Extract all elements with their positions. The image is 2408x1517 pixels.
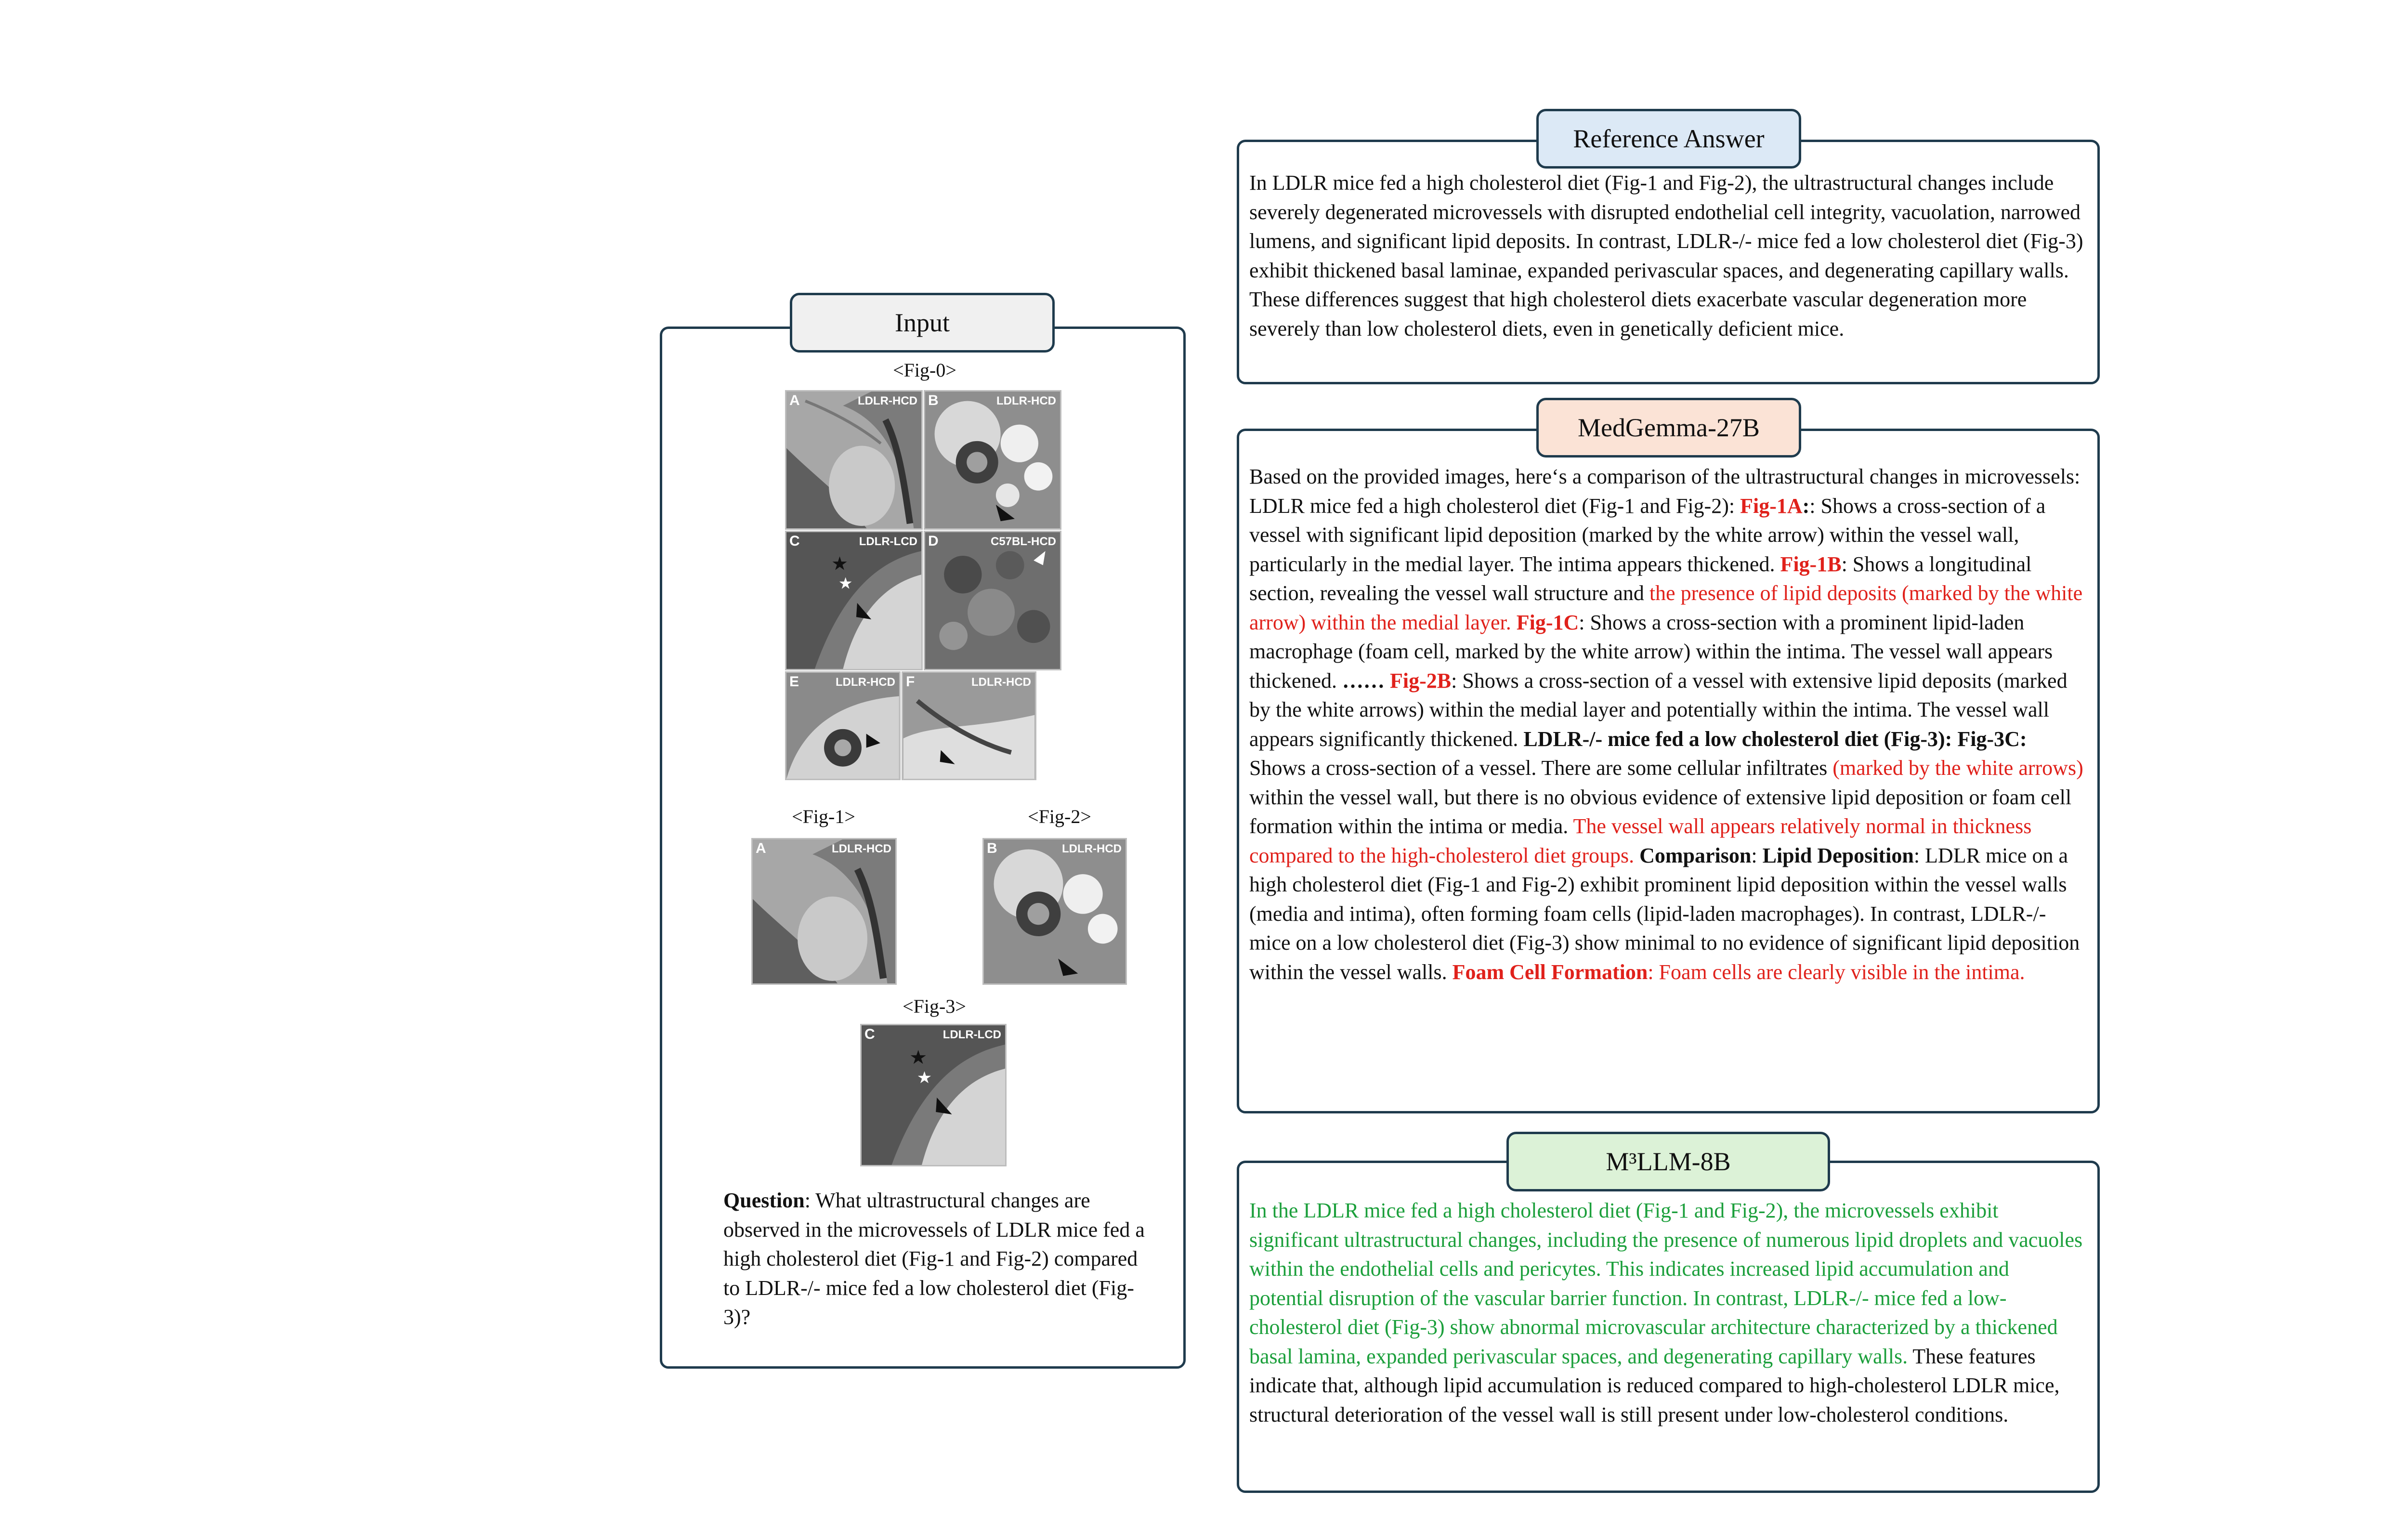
panel-letter: A (789, 392, 800, 408)
micro-panel-d (924, 531, 1061, 670)
reference-header: Reference Answer (1536, 109, 1801, 169)
medgemma-error: (marked by the white arrows) (1832, 756, 2083, 780)
m3llm-header: M³LLM-8B (1506, 1132, 1830, 1191)
medgemma-bold: Comparison (1639, 843, 1752, 867)
medgemma-colon: : (1802, 494, 1810, 518)
micro-panel-f (902, 671, 1036, 780)
medgemma-error: : Foam cells are clearly visible in the intima. (1648, 960, 2025, 984)
medgemma-error: the presence of lipid deposits (marked by the white arrow) within the medial layer. (1249, 581, 2083, 634)
panel-letter: E (789, 674, 799, 690)
fig3-image (860, 1024, 1007, 1166)
panel-letter: A (756, 840, 766, 856)
question-label: Question (723, 1189, 805, 1212)
medgemma-seg: Shows a cross-section of a vessel. There are some cellular infiltrates (1249, 756, 1833, 780)
micro-image-fig2 (984, 839, 1125, 983)
panel-condition: LDLR-HCD (836, 676, 895, 689)
medgemma-bold: LDLR-/- mice fed a low cholesterol diet (Fig-3): Fig-3C: (1523, 727, 2027, 751)
svg-text:★: ★ (838, 574, 853, 593)
medgemma-seg: : Shows a cross-section of a vessel with significant lipid deposition (marked by the white arrow) within the vessel wall, particularly in the medial layer. The intima appears thickened. (1249, 494, 2046, 576)
m3llm-seg: These features indicate that, although lipid accumulation is reduced compared to high-cholesterol LDLR mice, structural deterioration of the vessel wall is still present under low-cholesterol conditions. (1249, 1344, 2060, 1426)
m3llm-text (1249, 1196, 2087, 1429)
fig2-image (982, 838, 1127, 985)
input-header: Input (790, 293, 1055, 353)
panel-letter: C (864, 1026, 875, 1042)
micro-image-c (786, 532, 921, 669)
panel-condition: LDLR-HCD (996, 394, 1056, 407)
medgemma-text (1249, 462, 2087, 987)
m3llm-correct: In the LDLR mice fed a high cholesterol diet (Fig-1 and Fig-2), the microvessels exhibit significant ultrastructural changes, including the presence of numerous lipid droplets and vacuoles within the endothelial cells and pericytes. This indicates increased lipid accumulation and potential disruption of the vascular barrier function. In contrast, LDLR-/- mice fed a low-cholesterol diet (Fig-3) show abnormal microvascular architecture characterized by a thickened basal lamina, expanded perivascular spaces, and degenerating capillary walls. (1249, 1199, 2083, 1368)
medgemma-fig-ref: Fig-1C (1516, 610, 1579, 634)
panel-condition: LDLR-HCD (1062, 842, 1122, 855)
panel-letter: D (928, 533, 939, 549)
micro-panel-a (785, 390, 923, 530)
medgemma-seg (1385, 669, 1390, 693)
micro-image-fig3 (862, 1025, 1005, 1165)
panel-letter: F (906, 674, 915, 690)
micro-panel-b (924, 390, 1061, 530)
micro-image-fig1 (753, 839, 895, 983)
medgemma-seg: Based on the provided images, here‘s a comparison of the ultrastructural changes in microvessels: LDLR mice fed a high cholesterol diet (Fig-1 and Fig-2): (1249, 465, 2081, 518)
question-text: : What ultrastructural changes are observed in the microvessels of LDLR mice fed a high cholesterol diet (Fig-1 and Fig-2) compared to LDLR-/- mice fed a low cholesterol diet (Fig-3)? (723, 1189, 1145, 1329)
panel-condition: C57BL-HCD (990, 535, 1056, 548)
panel-condition: LDLR-LCD (942, 1028, 1001, 1041)
panel-condition: LDLR-HCD (858, 394, 917, 407)
medgemma-fig-ref: Fig-2B (1390, 668, 1452, 693)
medgemma-error-bold: Foam Cell Formation (1452, 960, 1648, 984)
medgemma-seg (1634, 844, 1639, 867)
micro-image-b (925, 392, 1060, 528)
medgemma-seg: : Shows a longitudinal section, revealing the vessel wall structure and (1249, 552, 2032, 605)
medgemma-ellipsis: …… (1342, 668, 1385, 693)
fig1-image (751, 838, 897, 985)
medgemma-seg: : (1751, 843, 1763, 867)
panel-condition: LDLR-HCD (832, 842, 891, 855)
medgemma-seg (1511, 611, 1517, 634)
svg-text:★: ★ (909, 1046, 928, 1069)
fig3-label: <Fig-3> (903, 995, 966, 1017)
reference-text: In LDLR mice fed a high cholesterol diet (Fig-1 and Fig-2), the ultrastructural changes include severely degenerated microvessels with disrupted endothelial cell integrity, vacuolation, narrowed lumens, and significant lipid deposits. In contrast, LDLR-/- mice fed a low cholesterol diet (Fig-3) exhibit thickened basal laminae, expanded perivascular spaces, and degenerating capillary walls. These differences suggest that high cholesterol diets exacerbate vascular degeneration more severely than low cholesterol diets, even in genetically deficient mice. (1249, 171, 2083, 340)
medgemma-seg: : Shows a cross-section with a prominent lipid-laden macrophage (foam cell, marked by the white arrow) within the intima. The vessel wall appears thickened. (1249, 610, 2053, 693)
panel-letter: C (789, 533, 800, 549)
question (723, 1186, 1157, 1332)
medgemma-seg: within the vessel wall, but there is no obvious evidence of extensive lipid deposition or foam cell formation within the intima or media. (1249, 785, 2072, 838)
medgemma-error: The vessel wall appears relatively normal in thickness compared to the high-cholesterol diet groups. (1249, 814, 2032, 867)
svg-text:★: ★ (831, 553, 849, 575)
medgemma-fig-ref: Fig-1A (1740, 494, 1803, 518)
panel-condition: LDLR-HCD (971, 676, 1031, 689)
medgemma-seg: : Shows a cross-section of a vessel with extensive lipid deposits (marked by the white arrows) within the medial layer and potentially within the intima. The vessel wall appears significantly thickened. (1249, 668, 2068, 751)
medgemma-bold: Lipid Deposition (1762, 843, 1914, 867)
fig0-label: <Fig-0> (893, 359, 956, 381)
medgemma-fig-ref: Fig-1B (1780, 552, 1842, 576)
micro-panel-e (785, 671, 901, 780)
micro-image-a (786, 392, 921, 528)
fig1-label: <Fig-1> (792, 806, 855, 827)
medgemma-seg: : LDLR mice on a high cholesterol diet (Fig-1 and Fig-2) exhibit prominent lipid deposition within the vessel walls (media and intima), often forming foam cells (lipid-laden macrophages). In contrast, LDLR-/- mice on a low cholesterol diet (Fig-3) show minimal to no evidence of significant lipid deposition within the vessel walls. (1249, 843, 2080, 984)
fig2-label: <Fig-2> (1028, 806, 1091, 827)
panel-letter: B (928, 392, 939, 408)
svg-text:★: ★ (916, 1068, 932, 1087)
panel-letter: B (987, 840, 997, 856)
micro-image-d (925, 532, 1060, 669)
panel-condition: LDLR-LCD (859, 535, 917, 548)
medgemma-header: MedGemma-27B (1536, 398, 1801, 458)
micro-panel-c (785, 531, 923, 670)
